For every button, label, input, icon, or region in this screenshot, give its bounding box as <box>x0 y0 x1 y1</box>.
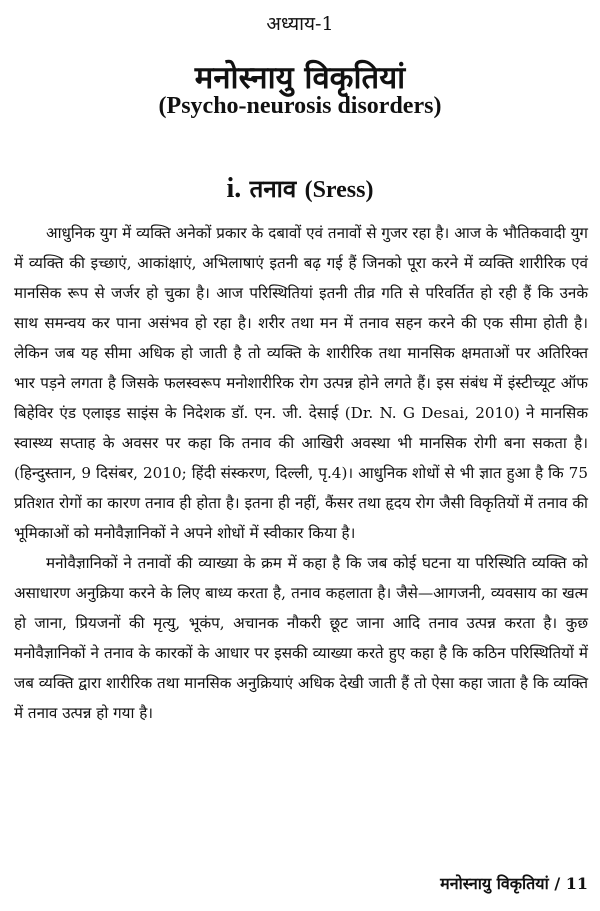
body-text <box>14 218 588 728</box>
paragraph: आधुनिक युग में व्यक्ति अनेकों प्रकार के दबावों एवं तनावों से गुजर रहा है। आज के भौतिकवादी युग में व्यक्ति की इच्छाएं, आकांक्षाएं, अभिलाषाएं इतनी बढ़ गई हैं जिनको पूरा करने में व्यक्ति शारीरिक एवं मानसिक रूप से जर्जर हो चुका है। आज परिस्थितियां इतनी तीव्र गति से परिवर्तित हो रही हैं कि उनके साथ समन्वय कर पाना असंभव हो रहा है। शरीर तथा मन में तनाव सहन करने की एक सीमा होती है। लेकिन जब यह सीमा अधिक हो जाती है तो व्यक्ति के शारीरिक तथा मानसिक क्षमताओं पर अतिरिक्त भार पड़ने लगता है जिसके फलस्वरूप मनोशारीरिक रोग उत्पन्न होने लगते हैं। इस संबंध में इंस्टीच्यूट ऑफ बिहेविर एंड एलाइड साइंस के निदेशक डॉ. एन. जी. देसाई (Dr. N. G Desai, 2010) ने मानसिक स्वास्थ्य सप्ताह के अवसर पर कहा कि तनाव की आखिरी अवस्था भी मानसिक रोगी बना सकता है। (हिन्दुस्तान, 9 दिसंबर, 2010; हिंदी संस्करण, दिल्ली, पृ.4)। आधुनिक शोधों से भी ज्ञात हुआ है कि 75 प्रतिशत रोगों का कारण तनाव ही होता है। इतना ही नहीं, कैंसर तथा हृदय रोग जैसी विकृतियों में तनाव की भूमिकाओं को मनोवैज्ञानिकों ने अपने शोधों में स्वीकार किया है। <box>14 224 588 542</box>
section-number: i. <box>226 173 242 204</box>
footer-separator: / <box>554 874 561 893</box>
chapter-label: अध्याय-1 <box>266 13 334 35</box>
chapter-subtitle: (Psycho-neurosis disorders) <box>158 93 442 119</box>
page-footer <box>440 872 588 894</box>
running-title: मनोस्नायु विकृतियां <box>440 874 549 893</box>
section-title-english: (Sress) <box>304 177 374 203</box>
page-number: 11 <box>565 874 588 893</box>
section-title: तनाव <box>249 174 297 203</box>
paragraph: मनोवैज्ञानिकों ने तनावों की व्याख्या के क्रम में कहा है कि जब कोई घटना या परिस्थिति व्यक्ति को असाधारण अनुक्रिया करने के लिए बाध्य करता है, तनाव कहलाता है। जैसे—आगजनी, व्यवसाय का खत्म हो जाना, प्रियजनों की मृत्यु, भूकंप, अचानक नौकरी छूट जाना आदि तनाव उत्पन्न करता है। कुछ मनोवैज्ञानिकों ने तनाव के कारकों के आधार पर इसकी व्याख्या करते हुए कहा है कि कठिन परिस्थितियों में जब व्यक्ति द्वारा शारीरिक तथा मानसिक अनुक्रियाएं अधिक देखी जाती हैं तो ऐसा कहा जाता है कि व्यक्ति में तनाव उत्पन्न हो गया है। <box>14 554 589 722</box>
section-heading <box>0 172 600 205</box>
chapter-title: मनोस्नायु विकृतियां <box>194 60 406 96</box>
